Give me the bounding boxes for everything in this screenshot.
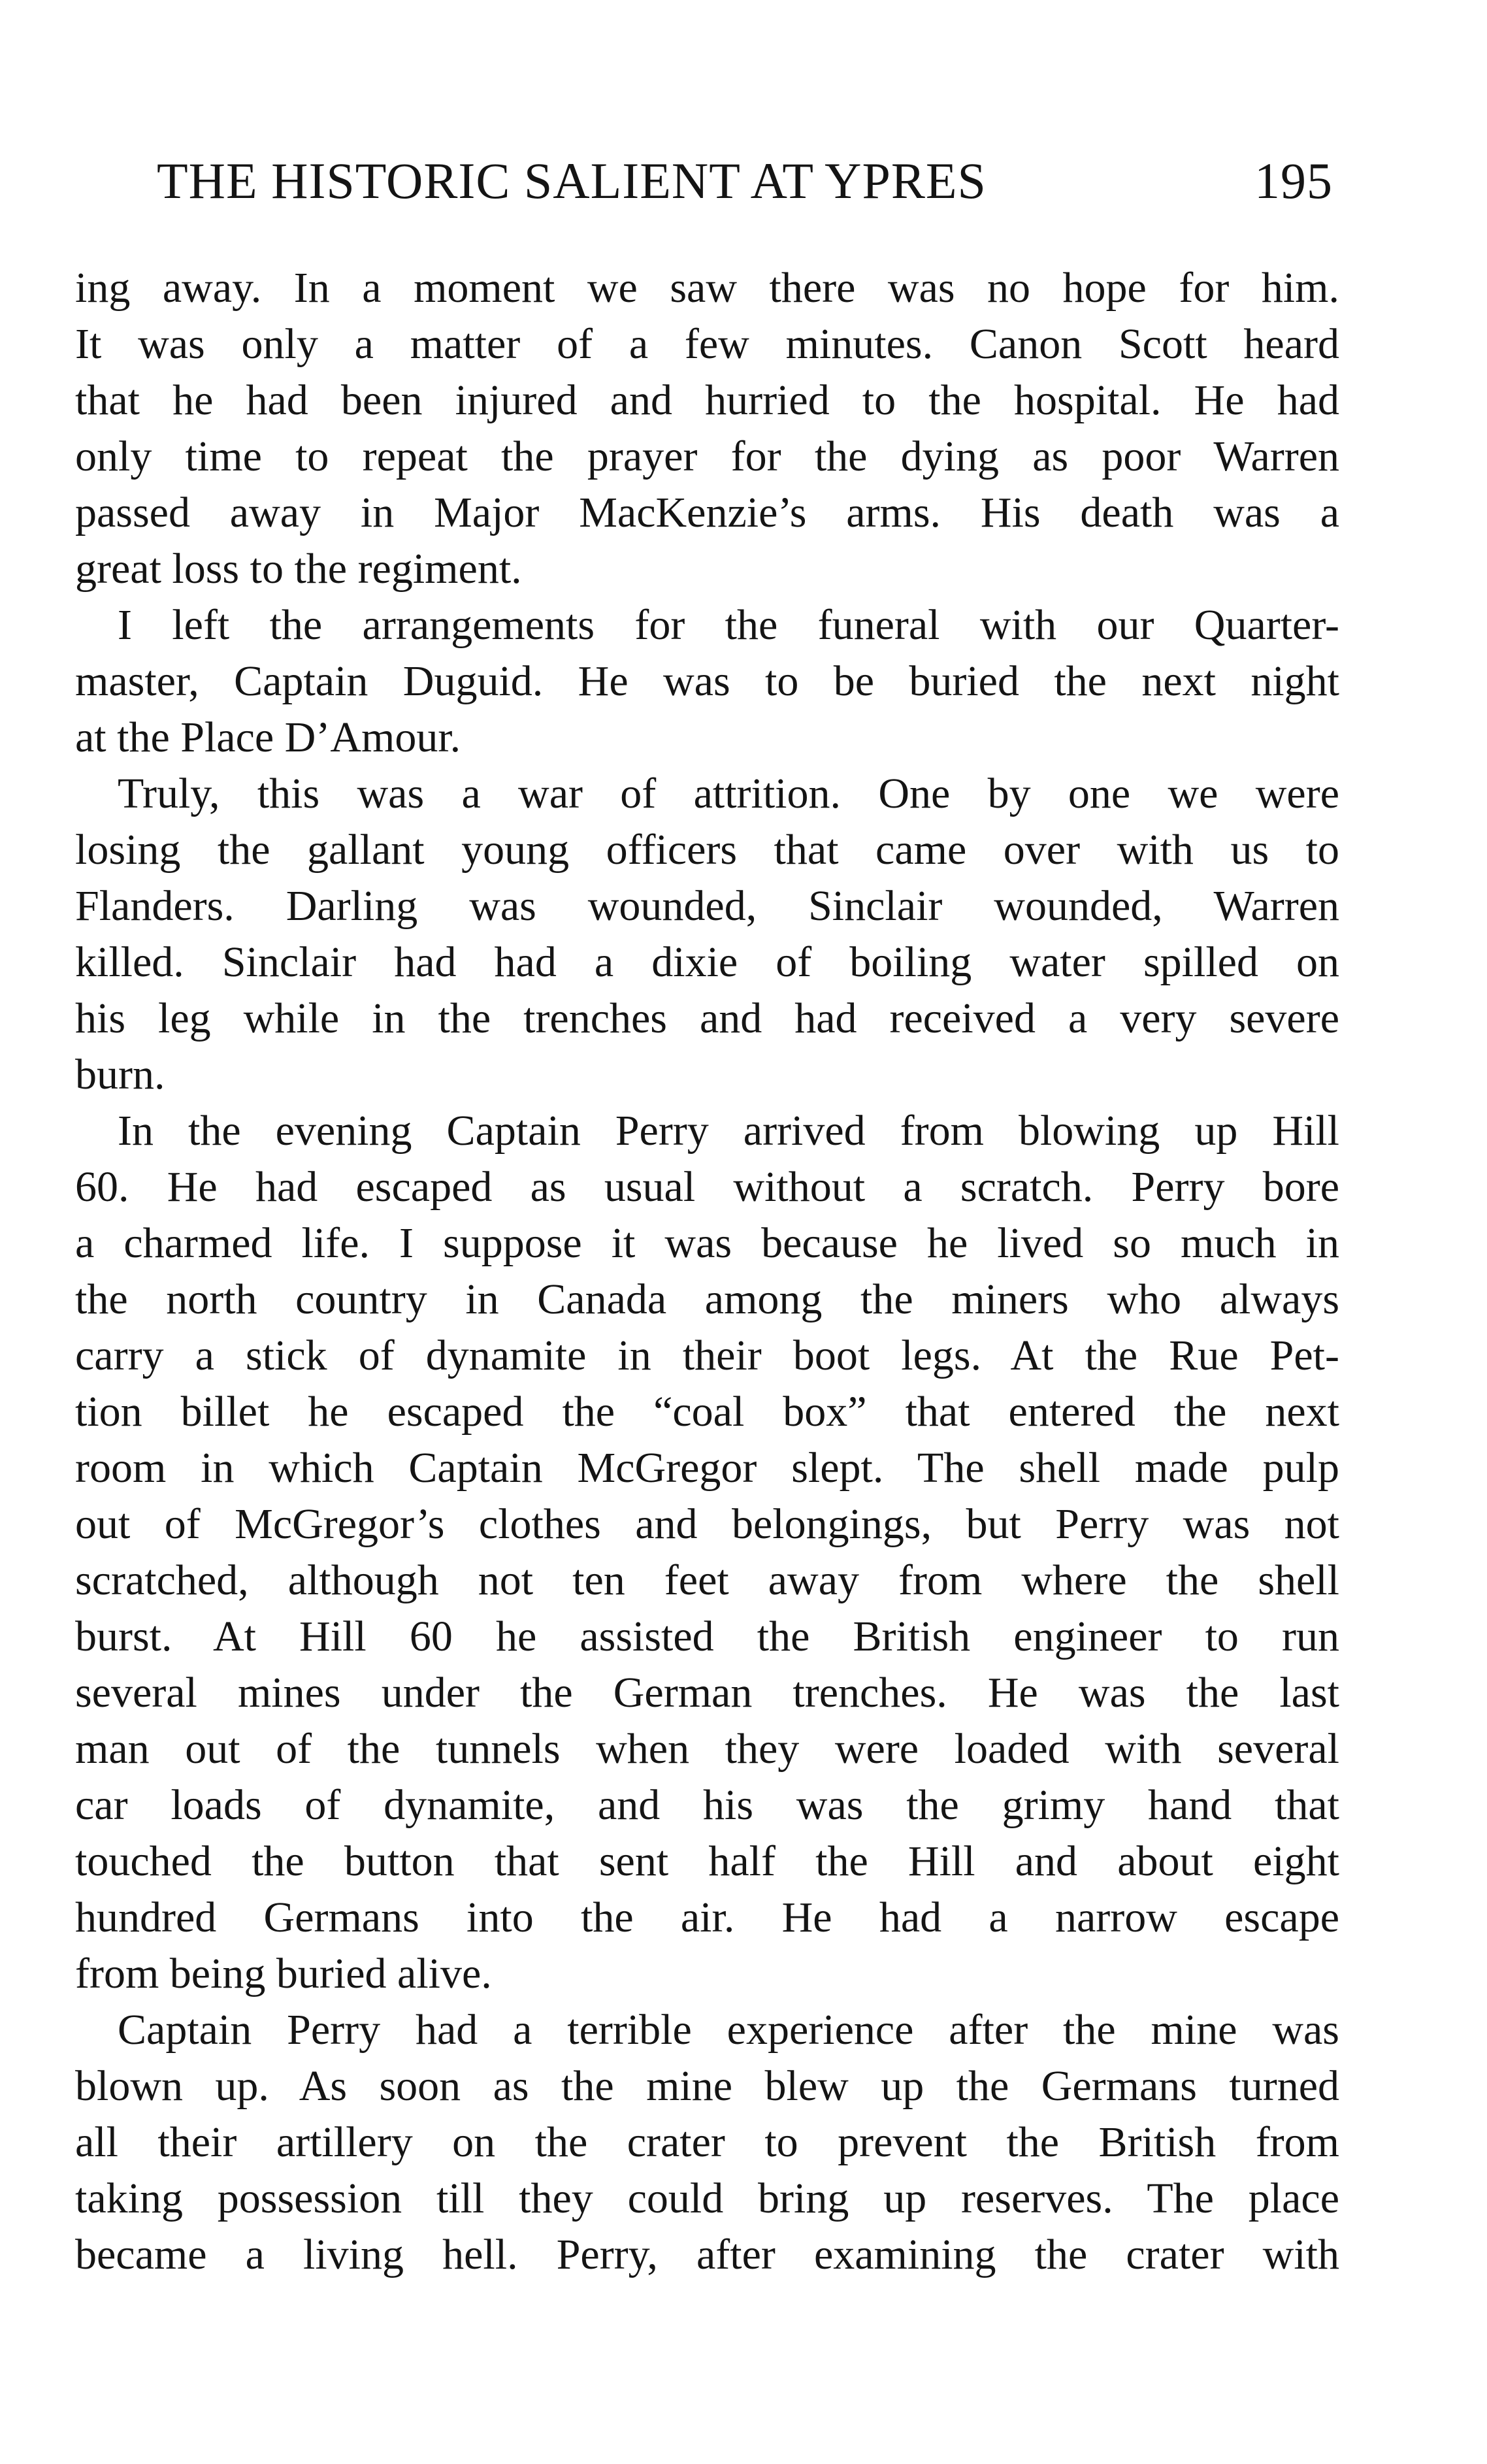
text-line: that he had been injured and hurried to the hospital. He had xyxy=(75,376,1339,424)
text-line: room in which Captain McGregor slept. The shell made pulp xyxy=(75,1444,1339,1492)
text-line: several mines under the German trenches. He was the last xyxy=(75,1669,1339,1717)
text-line: ing away. In a moment we saw there was no hope for him. xyxy=(75,264,1339,312)
text-line: the north country in Canada among the miners who always xyxy=(75,1275,1339,1323)
page-number: 195 xyxy=(1254,152,1333,209)
text-line: I left the arrangements for the funeral with our Quarter- xyxy=(118,601,1339,649)
text-line: Flanders. Darling was wounded, Sinclair wounded, Warren xyxy=(75,882,1339,930)
text-line: killed. Sinclair had had a dixie of boiling water spilled on xyxy=(75,938,1339,986)
text-line: touched the button that sent half the Hill and about eight xyxy=(75,1837,1339,1885)
text-line: burn. xyxy=(75,1051,165,1098)
text-line: Truly, this was a war of attrition. One by one we were xyxy=(118,770,1339,817)
text-line: all their artillery on the crater to prevent the British from xyxy=(75,2118,1339,2166)
text-line: In the evening Captain Perry arrived from blowing up Hill xyxy=(118,1107,1339,1155)
text-line: became a living hell. Perry, after examining the crater with xyxy=(75,2231,1339,2278)
text-line: 60. He had escaped as usual without a scratch. Perry bore xyxy=(75,1163,1339,1211)
body-text xyxy=(75,260,1339,2283)
text-line: at the Place D’Amour. xyxy=(75,714,461,761)
chapter-title: THE HISTORIC SALIENT AT YPRES xyxy=(157,152,987,209)
text-line: tion billet he escaped the “coal box” that entered the next xyxy=(75,1388,1339,1436)
text-line: hundred Germans into the air. He had a narrow escape xyxy=(75,1894,1339,1941)
text-line: out of McGregor’s clothes and belongings, but Perry was not xyxy=(75,1500,1339,1548)
text-line: scratched, although not ten feet away from where the shell xyxy=(75,1556,1339,1604)
text-line: master, Captain Duguid. He was to be buried the next night xyxy=(75,657,1339,705)
text-line: from being buried alive. xyxy=(75,1950,492,1997)
text-line: Captain Perry had a terrible experience after the mine was xyxy=(118,2006,1339,2054)
text-line: carry a stick of dynamite in their boot legs. At the Rue Pet- xyxy=(75,1332,1339,1379)
text-line: great loss to the regiment. xyxy=(75,545,522,593)
text-line: car loads of dynamite, and his was the grimy hand that xyxy=(75,1781,1339,1829)
text-line: only time to repeat the prayer for the dying as poor Warren xyxy=(75,433,1339,480)
text-line: taking possession till they could bring up reserves. The place xyxy=(75,2175,1339,2222)
text-line: blown up. As soon as the mine blew up the Germans turned xyxy=(75,2062,1339,2110)
text-line: losing the gallant young officers that came over with us to xyxy=(75,826,1339,874)
text-line: man out of the tunnels when they were loaded with several xyxy=(75,1725,1339,1773)
text-line: burst. At Hill 60 he assisted the British engineer to run xyxy=(75,1613,1339,1660)
text-line: his leg while in the trenches and had received a very severe xyxy=(75,994,1339,1042)
text-line: a charmed life. I suppose it was because he lived so much in xyxy=(75,1219,1339,1267)
text-line: It was only a matter of a few minutes. Canon Scott heard xyxy=(75,320,1339,368)
running-head xyxy=(157,152,1333,210)
text-line: passed away in Major MacKenzie’s arms. His death was a xyxy=(75,489,1339,536)
